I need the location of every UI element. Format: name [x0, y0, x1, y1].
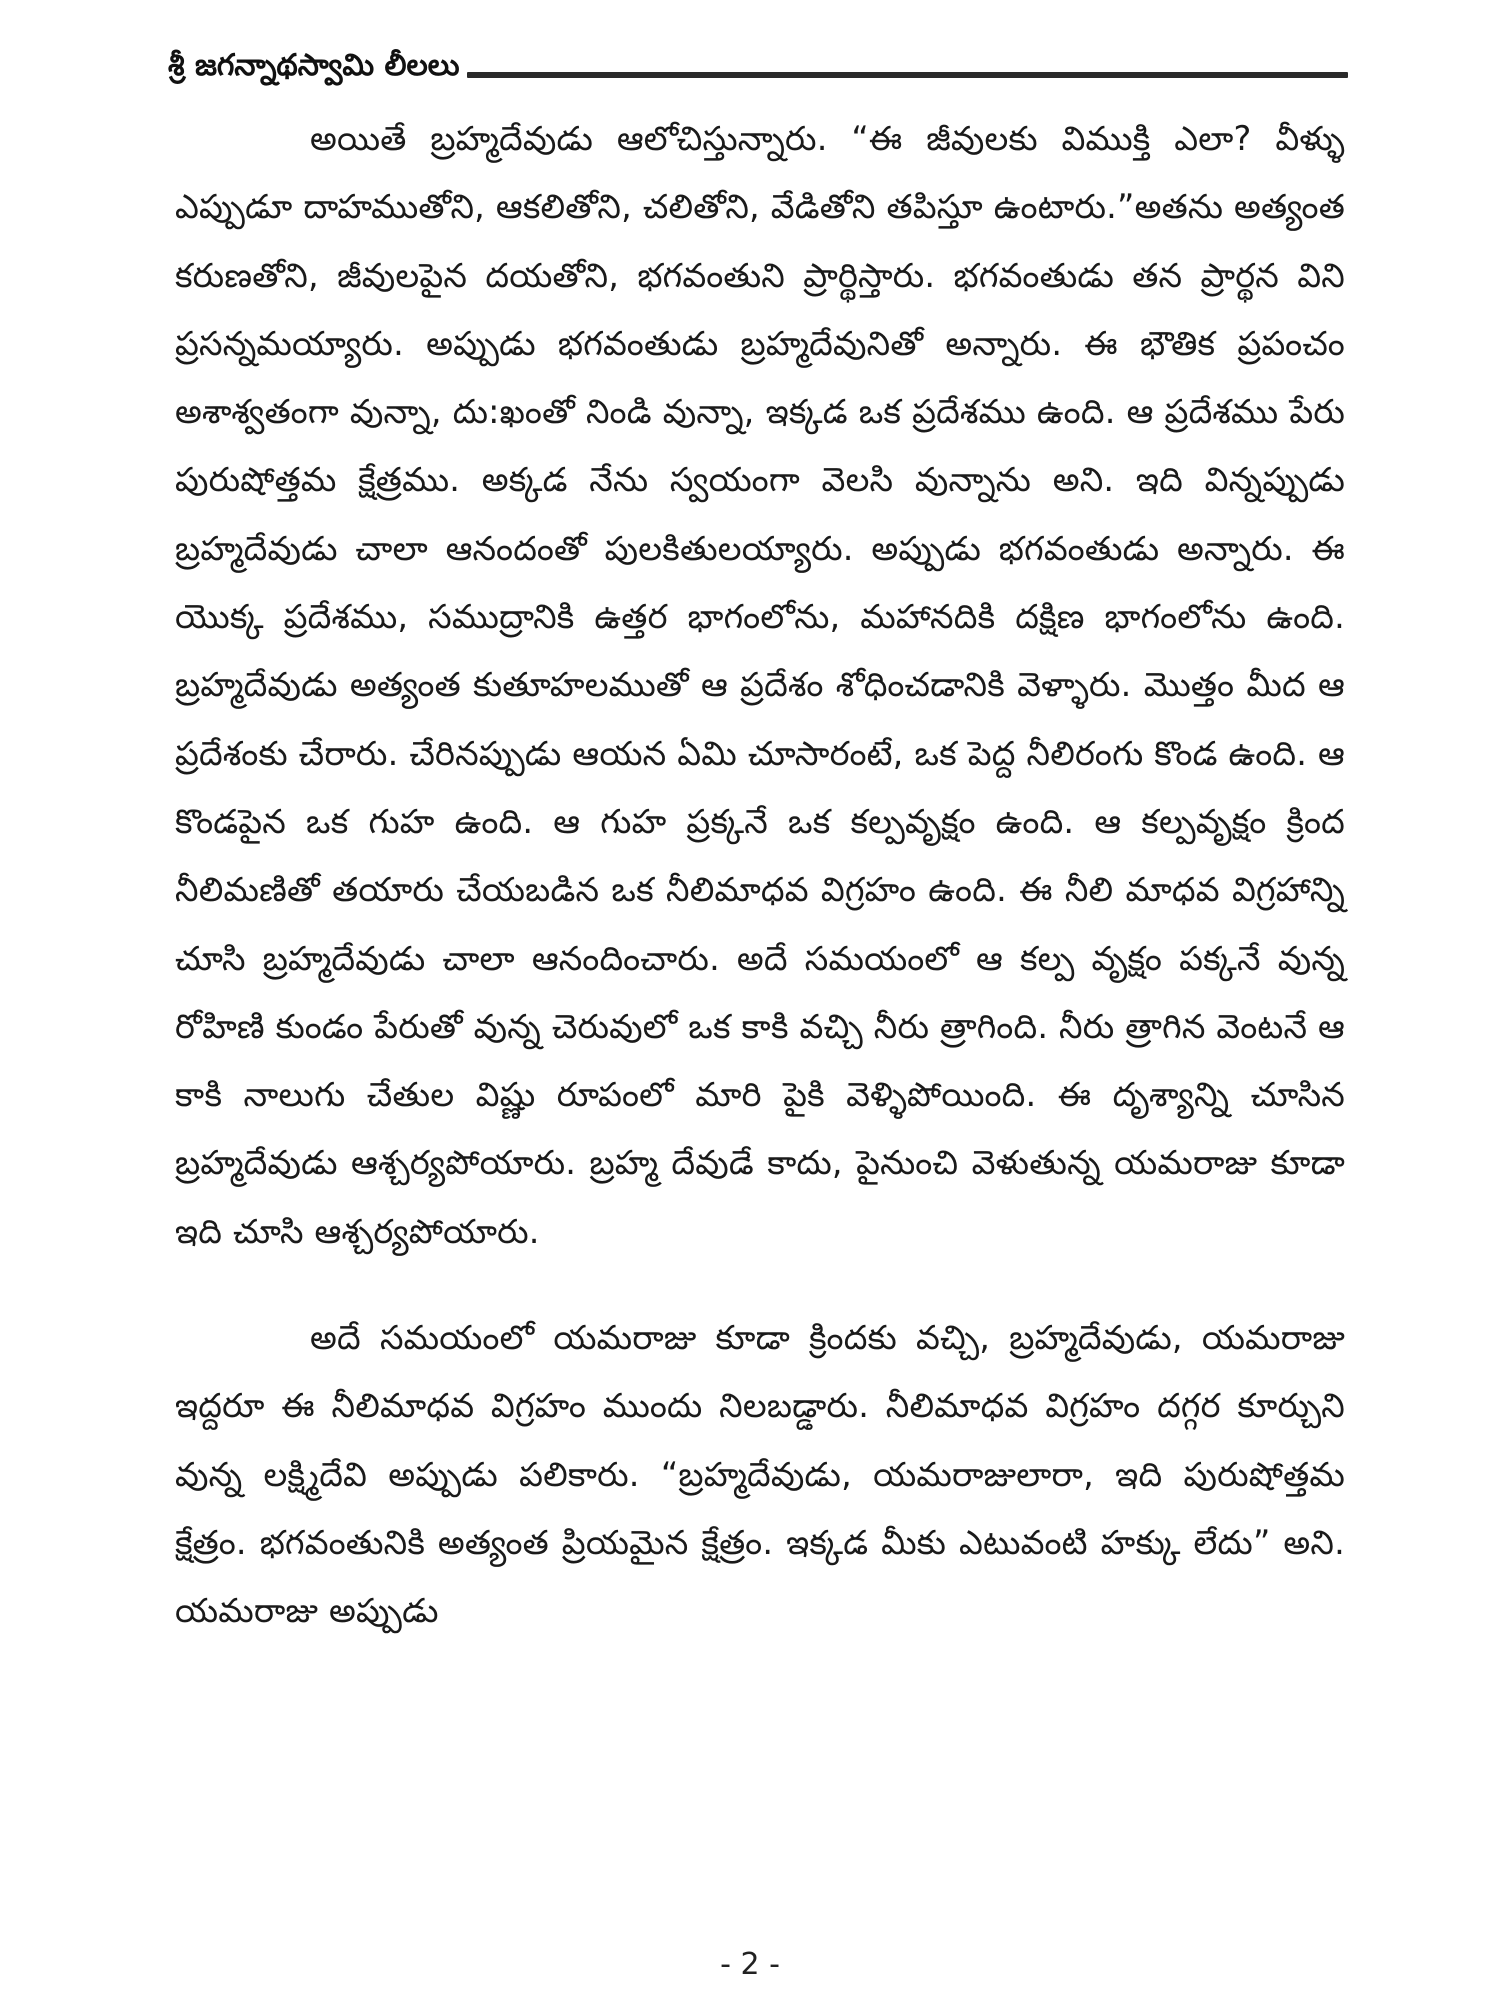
book-title: శ్రీ జగన్నాథస్వామి లీలలు [168, 48, 460, 83]
page-number: - 2 - [720, 1947, 780, 1982]
running-header [168, 34, 1348, 86]
body-text [175, 105, 1345, 1646]
paragraph-2: అదే సమయంలో యమరాజు కూడా క్రిందకు వచ్చి, బ్రహ్మదేవుడు, యమరాజు ఇద్దరూ ఈ నీలిమాధవ విగ్రహం ముందు నిలబడ్డారు. నీలిమాధవ విగ్రహం దగ్గర కూర్చుని వున్న లక్ష్మిదేవి అప్పుడు పలికారు. “బ్రహ్మదేవుడు, యమరాజులారా, ఇది పురుషోత్తమ క్షేత్రం. భగవంతునికి అత్యంత ప్రియమైన క్షేత్రం. ఇక్కడ మీకు ఎటువంటి హక్కు లేదు” అని. యమరాజు అప్పుడు [175, 1318, 1345, 1631]
header-rule [467, 72, 1348, 78]
paragraph-1: అయితే బ్రహ్మదేవుడు ఆలోచిస్తున్నారు. “ఈ జీవులకు విముక్తి ఎలా? వీళ్ళు ఎప్పుడూ దాహముతోని, ఆకలితోని, చలితోని, వేడితోని తపిస్తూ ఉంటారు.”అతను అత్యంత కరుణతోని, జీవులపైన దయతోని, భగవంతుని ప్రార్థిస్తారు. భగవంతుడు తన ప్రార్థన విని ప్రసన్నమయ్యారు. అప్పుడు భగవంతుడు బ్రహ్మదేవునితో అన్నారు. ఈ భౌతిక ప్రపంచం అశాశ్వతంగా వున్నా, దు:ఖంతో నిండి వున్నా, ఇక్కడ ఒక ప్రదేశము ఉంది. ఆ ప్రదేశము పేరు పురుషోత్తమ క్షేత్రము. అక్కడ నేను స్వయంగా వెలసి వున్నాను అని. ఇది విన్నప్పుడు బ్రహ్మదేవుడు చాలా ఆనందంతో పులకితులయ్యారు. అప్పుడు భగవంతుడు అన్నారు. ఈ యొక్క ప్రదేశము, సముద్రానికి ఉత్తర భాగంలోను, మహానదికి దక్షిణ భాగంలోను ఉంది. బ్రహ్మదేవుడు అత్యంత కుతూహలముతో ఆ ప్రదేశం శోధించడానికి వెళ్ళారు. మొత్తం మీద ఆ ప్రదేశంకు చేరారు. చేరినప్పుడు ఆయన ఏమి చూసారంటే, ఒక పెద్ద నీలిరంగు కొండ ఉంది. ఆ కొండపైన ఒక గుహ ఉంది. ఆ గుహ ప్రక్కనే ఒక కల్పవృక్షం ఉంది. ఆ కల్పవృక్షం క్రింద నీలిమణితో తయారు చేయబడిన ఒక నీలిమాధవ విగ్రహం ఉంది. ఈ నీలి మాధవ విగ్రహాన్ని చూసి బ్రహ్మదేవుడు చాలా ఆనందించారు. అదే సమయంలో ఆ కల్ప వృక్షం పక్కనే వున్న రోహిణి కుండం పేరుతో వున్న చెరువులో ఒక కాకి వచ్చి నీరు త్రాగింది. నీరు త్రాగిన వెంటనే ఆ కాకి నాలుగు చేతుల విష్ణు రూపంలో మారి పైకి వెళ్ళిపోయింది. ఈ దృశ్యాన్ని చూసిన బ్రహ్మదేవుడు ఆశ్చర్యపోయారు. బ్రహ్మ దేవుడే కాదు, పైనుంచి వెళుతున్న యమరాజు కూడా ఇది చూసి ఆశ్చర్యపోయారు. [175, 119, 1345, 1251]
